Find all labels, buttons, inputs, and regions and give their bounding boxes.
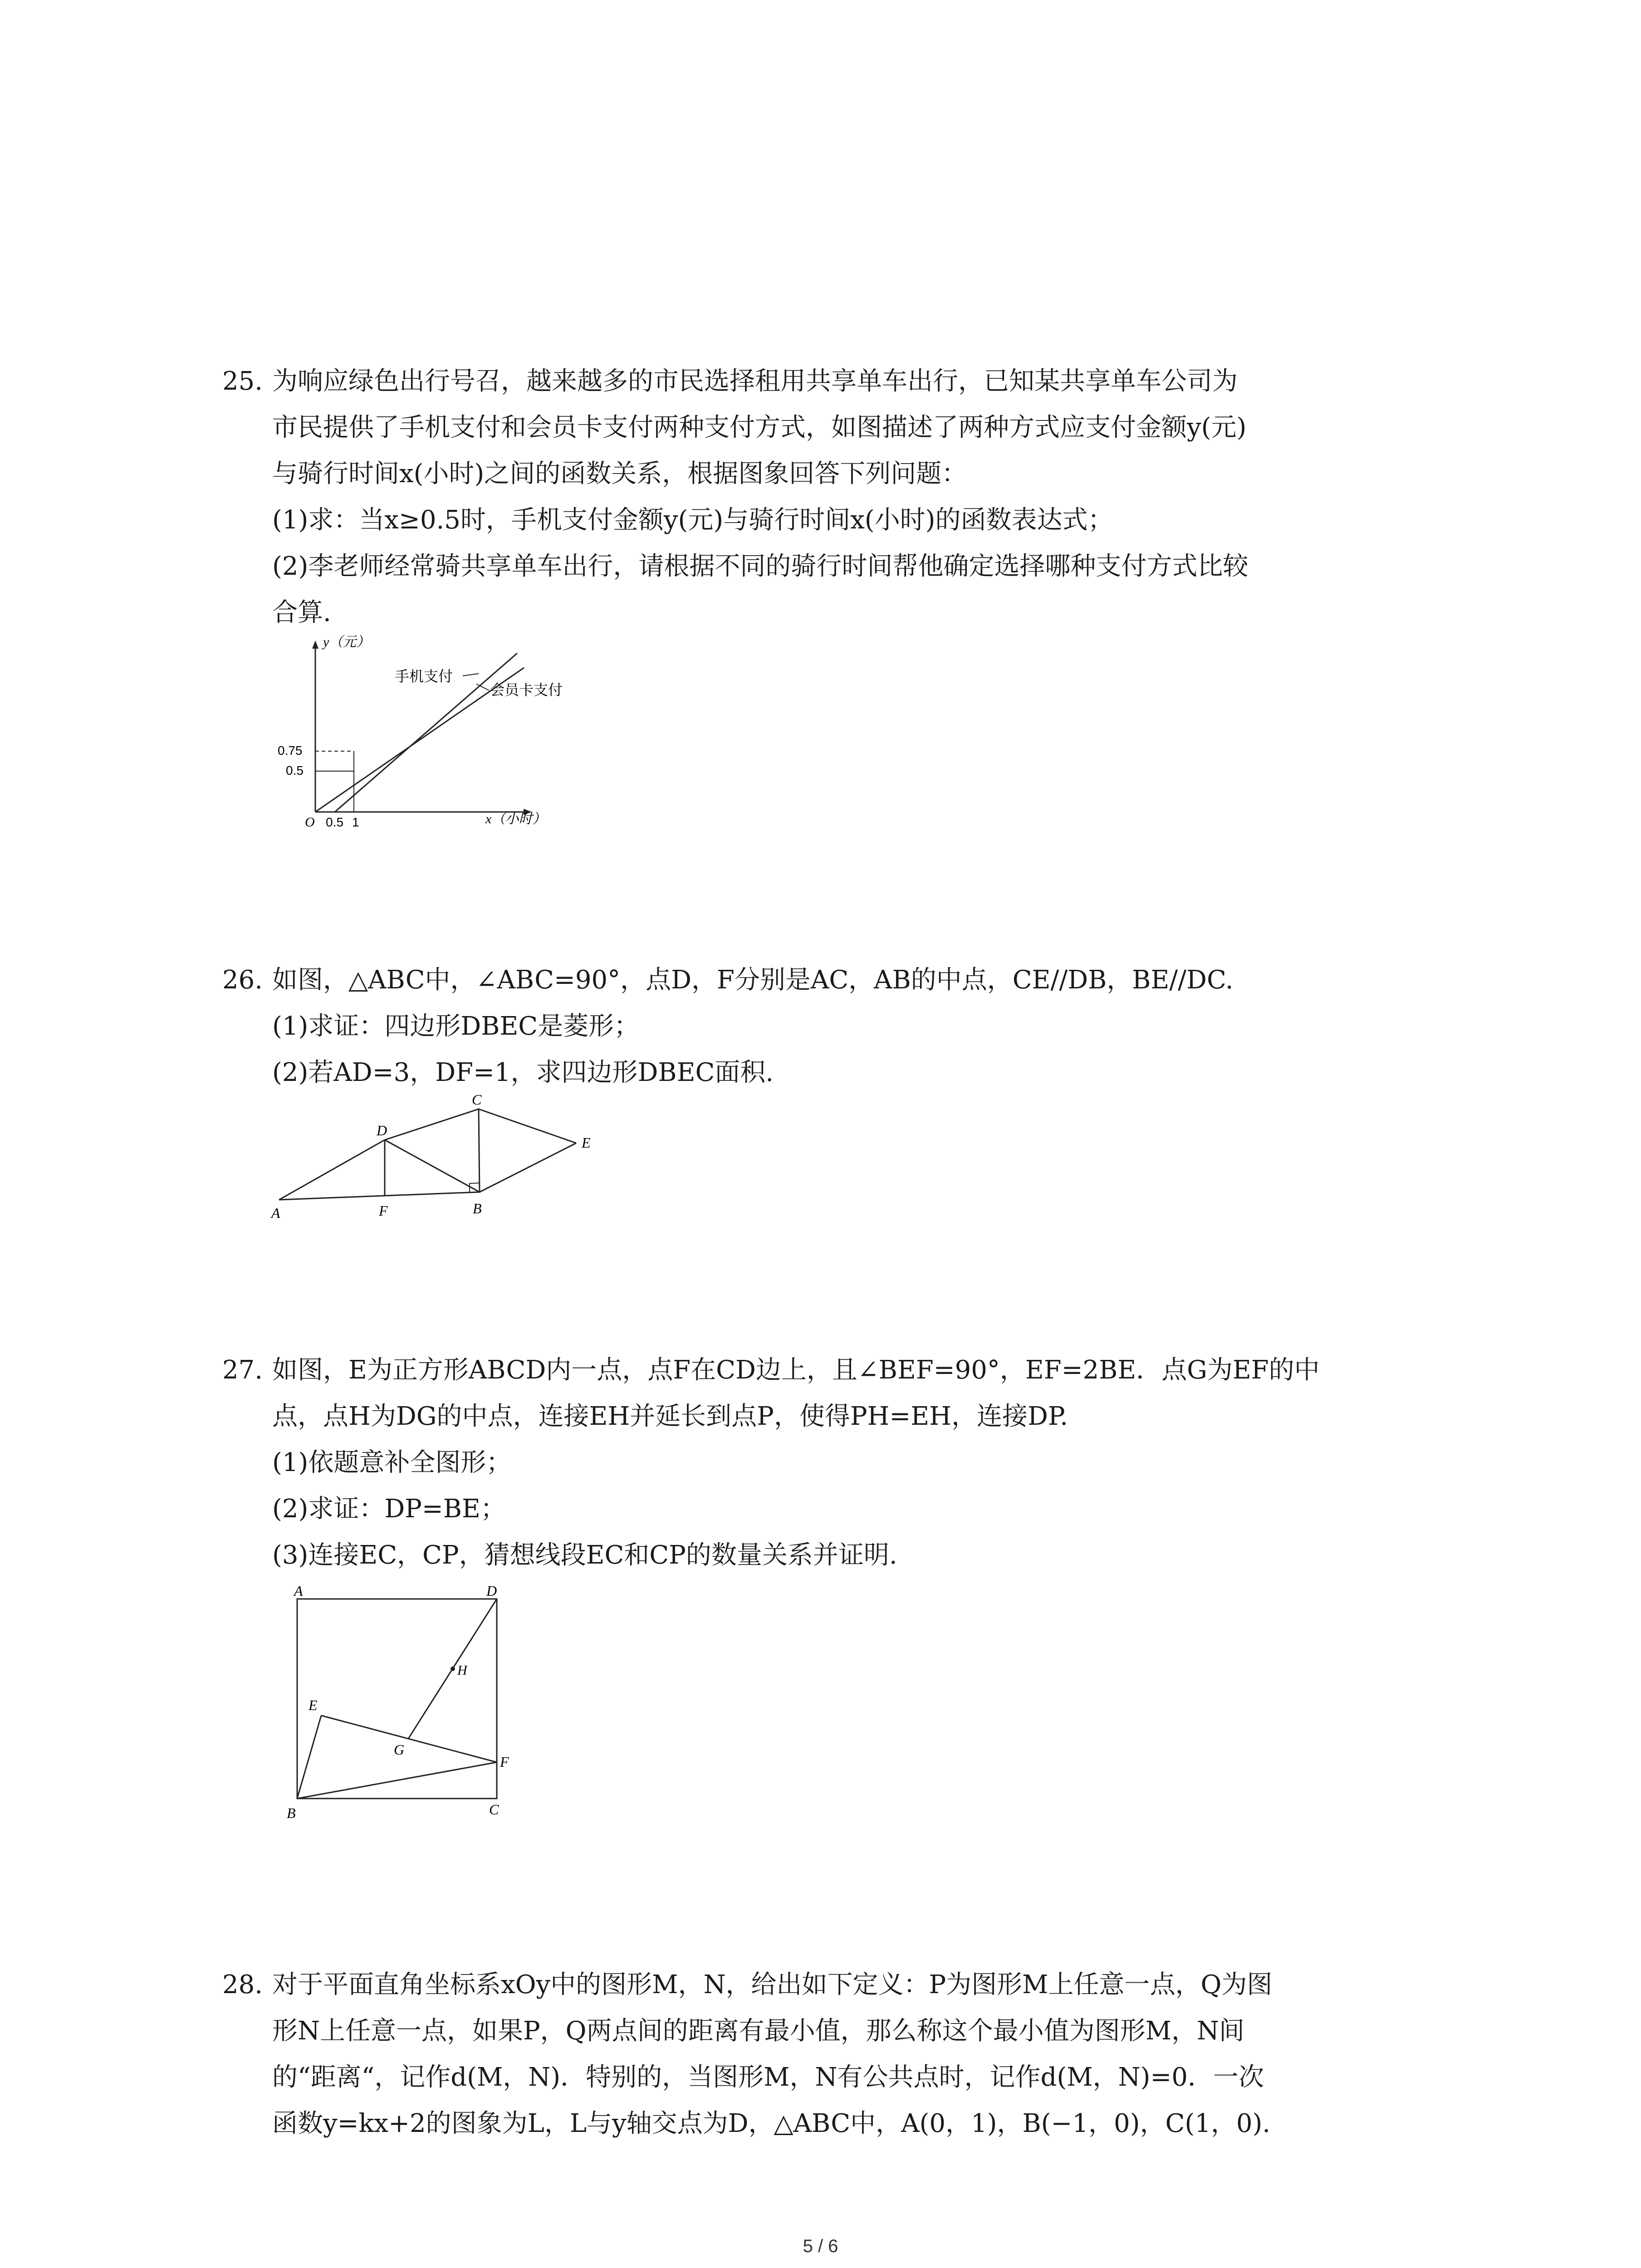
page-number: 5 / 6 — [803, 2236, 838, 2256]
q27-square-figure — [277, 1579, 531, 1834]
point-label-b: B — [473, 1200, 482, 1217]
y-axis-label: y（元） — [323, 635, 370, 650]
point-label-d: D — [486, 1583, 497, 1599]
segment-db — [385, 1140, 480, 1192]
square-abcd — [297, 1599, 497, 1799]
question-text-line: (2)李老师经常骑共享单车出行，请根据不同的骑行时间帮他确定选择哪种支付方式比较 — [272, 552, 1249, 581]
question-text-line: 为响应绿色出行号召，越来越多的市民选择租用共享单车出行，已知某共享单车公司为 — [272, 367, 1238, 396]
q25-graph-svg — [272, 631, 617, 830]
point-label-f: F — [500, 1754, 509, 1770]
y-tick-label: 0.75 — [278, 743, 303, 758]
point-label-d: D — [377, 1122, 387, 1139]
point-label-a: A — [294, 1583, 303, 1599]
question-text-line: 函数y=kx+2的图象为L，L与y轴交点为D，△ABC中，A(0，1)，B(−1，0)，C(1，0). — [272, 2109, 1271, 2138]
point-label-a: A — [271, 1205, 280, 1221]
point-label-e: E — [309, 1697, 318, 1713]
question-number: 27. — [222, 1355, 263, 1385]
point-label-h: H — [457, 1663, 467, 1678]
x-axis-label: x（小时） — [485, 811, 546, 826]
question-text-line: (2)若AD=3，DF=1，求四边形DBEC面积. — [272, 1058, 774, 1087]
segment-bf — [297, 1762, 497, 1799]
y-tick-label: 0.5 — [286, 763, 304, 777]
question-28 — [222, 1962, 1456, 2147]
question-number: 26. — [222, 965, 263, 995]
question-27 — [222, 1347, 1456, 1579]
question-text-line: 与骑行时间x(小时)之间的函数关系，根据图象回答下列问题： — [272, 459, 967, 489]
question-text-line: 形N上任意一点，如果P，Q两点间的距离有最小值，那么称这个最小值为图形M，N间 — [272, 2016, 1244, 2046]
question-25 — [222, 358, 1456, 636]
y-axis-arrow — [312, 640, 318, 649]
q27-figure-svg — [277, 1579, 531, 1833]
q26-rhombus-figure — [263, 1086, 608, 1224]
point-label-c: C — [472, 1091, 482, 1108]
question-text-line: (1)求：当x≥0.5时，手机支付金额y(元)与骑行时间x(小时)的函数表达式； — [272, 505, 1113, 535]
segment-be — [297, 1716, 321, 1799]
question-text-line: (2)求证：DP=BE； — [272, 1494, 506, 1524]
point-label-c: C — [489, 1801, 499, 1818]
question-text-line: 市民提供了手机支付和会员卡支付两种支付方式，如图描述了两种方式应支付金额y(元) — [272, 413, 1247, 442]
x-tick-label: 0.5 — [326, 815, 343, 829]
point-label-b: B — [287, 1805, 296, 1821]
pointer-arrow — [463, 674, 479, 676]
x-tick-label: 1 — [352, 815, 359, 829]
point-label-g: G — [394, 1741, 405, 1758]
question-text-line: (3)连接EC，CP，猜想线段EC和CP的数量关系并证明. — [272, 1540, 897, 1570]
question-text-line: 对于平面直角坐标系xOy中的图形M，N，给出如下定义：P为图形M上任意一点，Q为图 — [272, 1970, 1273, 1999]
origin-label: O — [305, 815, 315, 830]
question-number: 28. — [222, 1970, 263, 1999]
q26-figure-svg — [263, 1086, 608, 1222]
q25-function-graph — [272, 631, 617, 832]
question-text-line: 如图，△ABC中，∠ABC=90°，点D，F分别是AC，AB的中点，CE//DB，BE//DC. — [272, 965, 1234, 995]
point-label-f: F — [379, 1202, 388, 1219]
line-label-phone: 手机支付 — [395, 668, 453, 684]
question-number: 25. — [222, 367, 263, 396]
segment-ce — [479, 1109, 576, 1143]
segment-be — [480, 1143, 576, 1192]
question-26 — [222, 957, 1456, 1096]
question-text-line: 如图，E为正方形ABCD内一点，点F在CD边上，且∠BEF=90°，EF=2BE．点G为EF的中 — [272, 1355, 1320, 1385]
line-label-card: 会员卡支付 — [490, 682, 563, 698]
question-text-line: (1)求证：四边形DBEC是菱形； — [272, 1012, 640, 1041]
question-text-line: 的“距离“，记作d(M，N)．特别的，当图形M，N有公共点时，记作d(M，N)=0．一次 — [272, 2063, 1264, 2092]
point-h-dot — [451, 1667, 455, 1671]
question-text-line: 点，点H为DG的中点，连接EH并延长到点P，使得PH=EH，连接DP. — [272, 1402, 1068, 1431]
question-text-line: 合算. — [272, 598, 331, 627]
question-text-line: (1)依题意补全图形； — [272, 1448, 512, 1477]
segment-ef — [321, 1716, 497, 1762]
point-label-e: E — [582, 1134, 591, 1151]
